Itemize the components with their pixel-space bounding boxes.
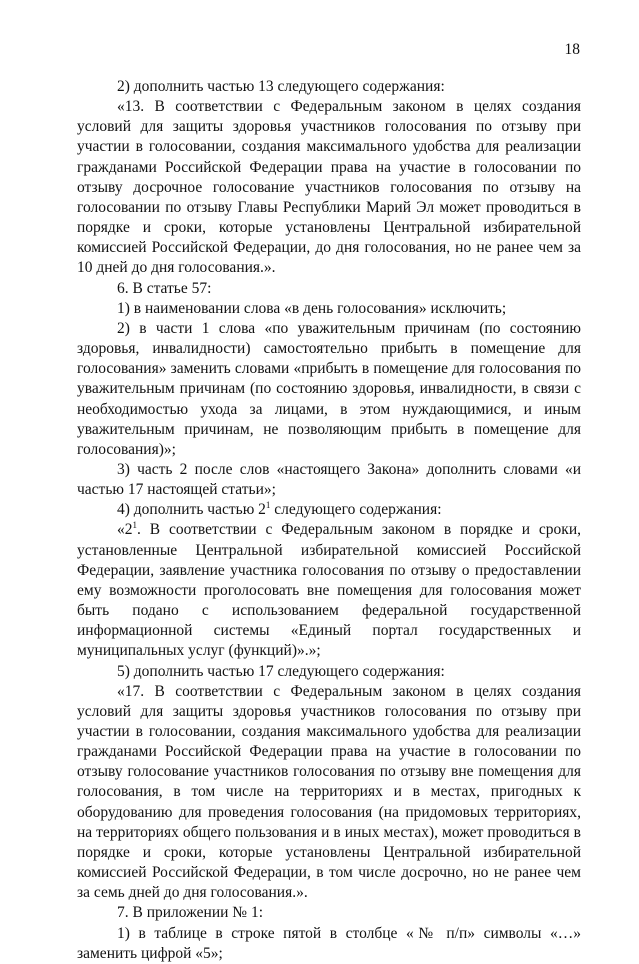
paragraph-part-2-1-body: . В соответствии с Федеральным законом в порядке и сроки, установленные Центральной избирательной комиссией Российской Федерации, заявление участника голосования по отзыву о предоставлении ему возможности проголосовать вне помещения для голосования может быть подано с использованием федеральной государственной информационной системы «Единый портал государственных и муниципальных услуг (функций)».»;	[77, 521, 581, 660]
paragraph-article-57-heading: 6. В статье 57:	[117, 279, 212, 297]
paragraph-item-4-text: 4) дополнить частью 2	[117, 501, 266, 519]
page-number: 18	[564, 41, 580, 58]
paragraph-item-5: 5) дополнить частью 17 следующего содержания:	[117, 662, 445, 680]
paragraph-item-2: 2) в части 1 слова «по уважительным причинам (по состоянию здоровья, инвалидности) самостоятельно прибыть в помещение для голосования» заменить словами «прибыть в помещение для голосования по уважительным причинам (по состоянию здоровья, инвалидности, в связи с необходимостью ухода за лицами, в этом нуждающимися, и иным уважительным причинам, не позволяющим прибыть в помещение для голосования)»;	[77, 319, 581, 458]
paragraph-part-2-1-start: «2	[117, 521, 133, 539]
paragraph-item-3: 3) часть 2 после слов «настоящего Закона» дополнить словами «и частью 17 настоящей статьи»;	[77, 460, 581, 499]
paragraph-part-17-text: «17. В соответствии с Федеральным законом в целях создания условий для защиты здоровья участников голосования по отзыву при участии в голосовании, создания максимального удобства для реализации гражданами Российской Федерации права на участие в голосовании по отзыву голосование участников голосования по отзыву вне помещения для голосования, в том числе на территориях и в местах, пригодных к оборудованию для проведения голосования (на придомовых территориях, на территориях общего пользования и в иных местах), может проводиться в порядке и сроки, которые установлены Центральной избирательной комиссией Российской Федерации, в том числе досрочно, но не ранее чем за семь дней до дня голосования.».	[77, 682, 581, 902]
paragraph-appendix-item-1: 1) в таблице в строке пятой в столбце «№ п/п» символы «…» заменить цифрой «5»;	[77, 924, 581, 962]
superscript: 1	[265, 500, 271, 511]
paragraph-item-4	[77, 500, 581, 520]
paragraph-item-4-text-end: следующего содержания:	[270, 501, 442, 519]
paragraph-part-13-text: «13. В соответствии с Федеральным законом в целях создания условий для защиты здоровья участников голосования по отзыву при участии в голосовании, создания максимального удобства для реализации гражданами Российской Федерации права на участие в голосовании по отзыву досрочное голосование участников голосования по отзыву на голосовании по отзыву Главы Республики Марий Эл может проводиться в порядке и сроки, которые установлены Центральной избирательной комиссией Российской Федерации, до дня голосования, но не ранее чем за 10 дней до дня голосования.».	[77, 98, 581, 277]
paragraph-part-2-1-text	[77, 520, 581, 661]
paragraph-item-2-intro: 2) дополнить частью 13 следующего содержания:	[117, 78, 445, 95]
paragraph-item-1: 1) в наименовании слова «в день голосования» исключить;	[117, 299, 507, 317]
superscript: 1	[132, 520, 137, 531]
document-body	[77, 77, 581, 964]
paragraph-appendix-heading: 7. В приложении № 1:	[117, 904, 264, 922]
